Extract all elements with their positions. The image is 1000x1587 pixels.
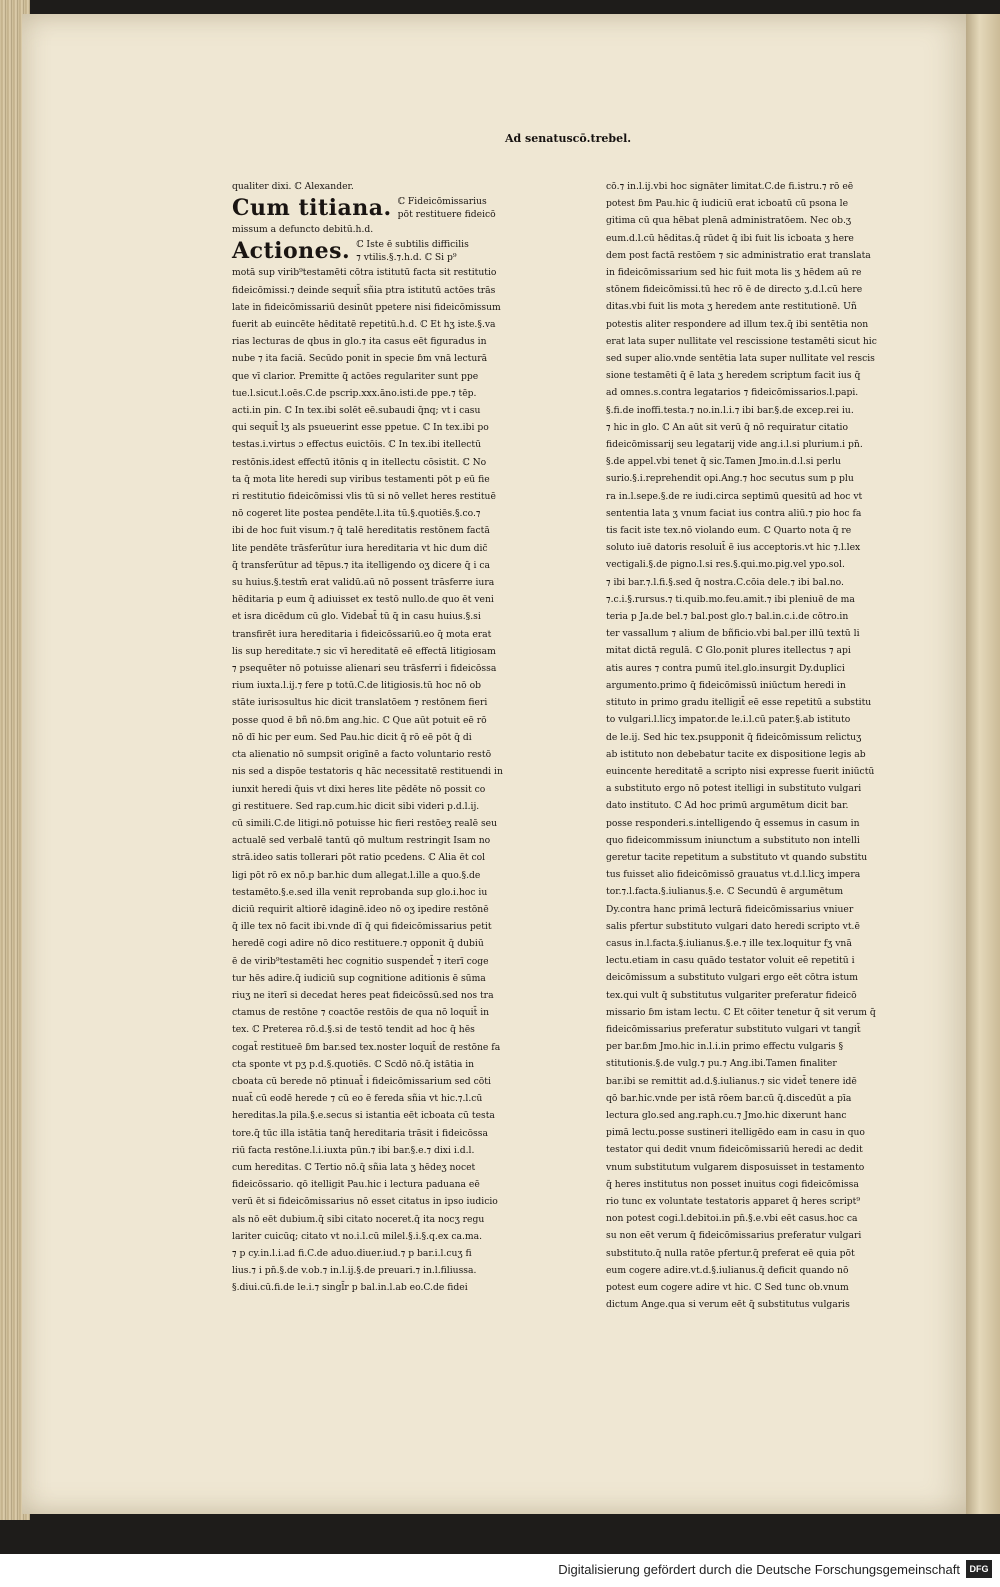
- text-line: actualē sed verbalē tantū qō multum restringit Isam no: [232, 835, 491, 847]
- funding-notice: Digitalisierung gefördert durch die Deutsche Forschungsgemeinschaft: [558, 1562, 960, 1577]
- text-line: mitat dictā regulā. ℂ Glo.ponit plures itellectus ⁊ api: [606, 645, 851, 657]
- text-line: argumento.primo q̄ fideicōmissū iniūctum heredi in: [606, 679, 846, 691]
- text-line: ta q̄ mota lite heredi sup viribus testamenti pōt p eū fie: [232, 473, 490, 485]
- text-line: fuerit ab euincēte hēditatē repetitū.h.d. ℂ Et hʒ iste.§.va: [232, 319, 496, 331]
- text-line: salis pfertur substituto vulgari dato heredi scripto vt.ē: [606, 920, 860, 932]
- text-line: potest ɓm Pau.hic q̄ iudiciū erat icboatū cū psona le: [606, 198, 849, 210]
- heading-side-line: pōt restituere fideicō: [397, 209, 496, 221]
- text-line: lite pendēte trāsferūtur iura hereditaria vt hic dum dic̄: [232, 542, 488, 554]
- text-line: qui sequit̄ lʒ als psueuerint esse ppetue. ℂ In tex.ibi po: [232, 422, 489, 434]
- text-line: nuat̄ cū eodē herede ⁊ cū eo ē fereda sñia vt hic.⁊.l.cū: [232, 1093, 483, 1105]
- text-line: ra in.l.sepe.§.de re iudi.circa septimū quesitū ad hoc vt: [606, 490, 863, 502]
- text-line: deicōmissum a substituto vulgari ergo eēt cōtra istum: [606, 972, 859, 984]
- heading-block-1: [232, 195, 552, 221]
- text-line: testas.i.virtus ɔ effectus euictōis. ℂ In tex.ibi itellectū: [232, 439, 482, 451]
- text-line: euincente hereditatē a scripto nisi expresse fuerit iniūctū: [606, 765, 875, 777]
- left-column-body: [232, 264, 552, 1296]
- text-line: vnum substitutum vulgarem disposuisset in testamento: [606, 1161, 865, 1173]
- text-line: tue.l.sicut.l.oēs.C.de pscrip.xxx.āno.isti.de ppe.⁊ tēp.: [232, 387, 477, 399]
- text-line: q̄ heres institutus non posset inuitus cogi fideicōmissa: [606, 1178, 859, 1190]
- text-line: ⁊ ibi bar.⁊.l.fi.§.sed q̄ nostra.C.cōia dele.⁊ ibi bal.no.: [606, 576, 844, 588]
- text-line: ⁊ psequēter nō potuisse alienari seu trāsferri i fideicōssa: [232, 663, 497, 675]
- text-line: iunxit heredi q̄uis vt dixi heres lite pēdēte nō possit co: [232, 783, 486, 795]
- text-line: ditas.vbi fuit lis mota ʒ heredem ante restitutionē. Uñ: [606, 301, 857, 313]
- text-line: fideicōssario. qō itelligit Pau.hic i lectura paduana eē: [232, 1179, 480, 1191]
- text-line: rio tunc ex voluntate testatoris apparet q̄ heres script⁹: [606, 1195, 861, 1207]
- text-line: ri restitutio fideicōmissi vlis tū si nō vellet heres restituē: [232, 491, 496, 503]
- text-line: lectu.etiam in casu quādo testator voluit eē repetitū i: [606, 955, 855, 967]
- heading-side-line: ℂ Iste ē subtilis difficilis: [356, 239, 469, 251]
- text-line: tus fuisset alio fideicōmissō grauatus vt.d.l.licʒ impera: [606, 869, 861, 881]
- text-line: nube ⁊ ita faciā. Secūdo ponit in specie ɓm vnā lecturā: [232, 353, 488, 365]
- text-line: missum a defuncto debitū.h.d.: [232, 224, 374, 236]
- text-line: sententia lata ʒ vnum faciat ius contra aliū.⁊ pio hoc fa: [606, 507, 862, 519]
- text-line: ad omnes.s.contra legatarios ⁊ fideicōmissarios.l.papi.: [606, 387, 859, 399]
- text-line: atis aures ⁊ contra pumū itel.glo.insurgit Dy.duplici: [606, 662, 845, 674]
- heading-side-text: [398, 195, 496, 221]
- text-line: stōnem fideicōmissi.tū hec rō ē de directo ʒ.d.l.cū here: [606, 284, 863, 296]
- text-line: testamēto.§.e.sed illa venit reprobanda sup glo.i.hoc iu: [232, 886, 488, 898]
- text-line: dato instituto. ℂ Ad hoc primū argumētum dicit bar.: [606, 800, 849, 812]
- text-line: per bar.ɓm Jmo.hic in.l.i.in primo effectu vulgaris §: [606, 1041, 844, 1053]
- text-line: non potest cogi.l.debitoi.in pn̄.§.e.vbi eēt casus.hoc ca: [606, 1213, 858, 1225]
- heading-side-line: ℂ Fideicōmissarius: [397, 196, 487, 208]
- text-line: heredē cogi adire nō dico restituere.⁊ opponit q̄ dubiū: [232, 938, 484, 950]
- text-line: de le.ij. Sed hic tex.psupponit q̄ fideicōmissum relictuʒ: [606, 731, 862, 743]
- text-line: et isra dicēdum cū glo. Videbat̄ tū q̄ in casu huius.§.si: [232, 611, 481, 623]
- text-line: stitutionis.§.de vulg.⁊ pu.⁊ Ang.ibi.Tamen finaliter: [606, 1058, 837, 1070]
- text-line: hereditas.la pila.§.e.secus si istantia eēt icboata cū testa: [232, 1110, 495, 1122]
- text-line: gitima cū qua hēbat plenā administratōem. Nec ob.ʒ: [606, 215, 852, 227]
- text-line: ⁊ p cy.in.l.i.ad fi.C.de aduo.diuer.iud.⁊ p bar.i.l.cuʒ fi: [232, 1247, 472, 1259]
- text-line: fideicōmissarij seu legatarij vide ang.i.l.si plurium.i pn̄.: [606, 439, 863, 451]
- text-line: verū ēt si fideicōmissarius nō esset citatus in ipso iudicio: [232, 1196, 498, 1208]
- text-line: tore.q̄ tūc illa istātia tanq̄ hereditaria trāsit i fideicōssa: [232, 1127, 488, 1139]
- text-line: cta sponte vt pʒ p.d.§.quotiēs. ℂ Scdō nō.q̄ istātia in: [232, 1058, 475, 1070]
- text-line: als nō eēt dubium.q̄ sibi citato noceret.q̄ ita nocʒ regu: [232, 1213, 485, 1225]
- text-line: pimā lectu.posse sustineri itelligēdo eam in casu in quo: [606, 1127, 865, 1139]
- text-line: soluto iuē datoris resoluit̄ ē ius acceptoris.vt hic ⁊.l.lex: [606, 542, 861, 554]
- text-line: substituto.q̄ nulla ratōe pfertur.q̄ preferat eē quia pōt: [606, 1247, 855, 1259]
- text-line: testator qui dedit vnum fideicōmissariū heredi ac dedit: [606, 1144, 863, 1156]
- text-line: lius.⁊ i pn̄.§.de v.ob.⁊ in.l.ij.§.de preuari.⁊ in.l.filiussa.: [232, 1265, 477, 1277]
- text-line: cō.⁊ in.l.ij.vbi hoc signāter limitat.C.de fi.istru.⁊ rō eē: [606, 181, 854, 192]
- dfg-logo: DFG: [966, 1560, 992, 1578]
- text-line: §.fi.de inoffi.testa.⁊ no.in.l.i.⁊ ibi bar.§.de excep.rei iu.: [606, 404, 854, 416]
- text-line: qō bar.hic.vnde per istā rōem bar.cū q̄.discedūt a pīa: [606, 1092, 852, 1104]
- text-line: eum cogere adire.vt.d.§.iulianus.q̄ deficit quando nō: [606, 1264, 849, 1276]
- text-line: posse responderi.s.intelligendo q̄ essemus in casum in: [606, 817, 860, 829]
- text-line: lectura glo.sed ang.raph.cu.⁊ Jmo.hic dixerunt hanc: [606, 1109, 847, 1121]
- text-line: fideicōmissarius preferatur substituto vulgari vt tangit̄: [606, 1023, 861, 1035]
- text-line: in fideicōmissarium sed hic fuit mota lis ʒ hēdem aū re: [606, 267, 862, 279]
- text-line: strā.ideo satis tollerari pōt ratio pcedens. ℂ Alia ēt col: [232, 852, 486, 864]
- text-line: gi restituere. Sed rap.cum.hic dicit sibi videri p.d.l.ij.: [232, 800, 480, 812]
- text-line: tor.⁊.l.facta.§.iulianus.§.e. ℂ Secundū ē argumētum: [606, 886, 844, 898]
- text-line: Dy.contra hanc primā lecturā fideicōmissarius vniuer: [606, 903, 854, 915]
- text-line: cum hereditas. ℂ Tertio nō.q̄ sñia lata ʒ hēdeʒ nocet: [232, 1161, 476, 1173]
- text-line: dictum Ange.qua si verum eēt q̄ substitutus vulgaris: [606, 1299, 850, 1311]
- text-line: surio.§.i.reprehendit opi.Ang.⁊ hoc secutus sum p plu: [606, 473, 854, 485]
- text-line: sione testamēti q̄ ē lata ʒ heredem scriptum facit ius q̄: [606, 370, 861, 382]
- text-line: motā sup virib⁹testamēti cōtra istitutū facta sit restitutio: [232, 267, 497, 279]
- text-line: dem post factā restōem ⁊ sic administratio erat translata: [606, 249, 871, 261]
- text-line: cta alienatio nō sumpsit origīnē a facto voluntario restō: [232, 749, 492, 761]
- text-line: que vī clarior. Premitte q̄ actōes regulariter sunt ppe: [232, 370, 479, 382]
- text-line: riū facta restōne.l.i.iuxta pūn.⁊ ibi bar.§.e.⁊ dixi i.d.l.: [232, 1144, 475, 1156]
- text-line: casus in.l.facta.§.iulianus.§.e.⁊ ille tex.loquitur fʒ vnā: [606, 937, 852, 949]
- heading-side-text: [356, 238, 469, 264]
- text-line: ter vassallum ⁊ alium de bñficio.vbi bal.per illū textū li: [606, 628, 860, 640]
- text-line: nō cogeret lite postea pendēte.l.ita tū.§.quotiēs.§.co.⁊: [232, 508, 481, 520]
- text-line: tex.qui vult q̄ substitutus vulgariter preferatur fideicō: [606, 989, 857, 1001]
- text-line: su huius.§.testm̄ erat validū.aū nō possent trāsferre iura: [232, 577, 495, 589]
- text-line: potest eum cogere adire vt hic. ℂ Sed tunc ob.vnum: [606, 1282, 849, 1293]
- left-column: [232, 178, 552, 1297]
- text-line: nō dī hic per eum. Sed Pau.hic dicit q̄ rō eē pōt q̄ di: [232, 731, 472, 743]
- text-line: tex. ℂ Preterea rō.d.§.si de testō tendit ad hoc q̄ hēs: [232, 1024, 475, 1036]
- text-line: missario ɓm istam lectu. ℂ Et cōiter tenetur q̄ sit verum q̄: [606, 1006, 876, 1018]
- text-line: restōnis.idest effectū itōnis q in itellectu cōsistit. ℂ No: [232, 456, 487, 468]
- footer-bar: [0, 1554, 1000, 1587]
- text-line: geretur tacite repetitum a substituto vt quando substitu: [606, 851, 868, 863]
- text-line: tis facit iste tex.nō violando eum. ℂ Quarto nota q̄ re: [606, 525, 852, 537]
- text-line: §.diui.cū.fi.de le.i.⁊ singl̄r p bal.in.l.ab eo.C.de fidei: [232, 1282, 468, 1294]
- text-line: rium iuxta.l.ij.⁊ fere p totū.C.de litigiosis.tū hoc nō ob: [232, 680, 482, 692]
- text-line: hēditaria p eum q̄ adiuisset ex testō nullo.de quo ēt veni: [232, 594, 494, 606]
- right-column-body: [606, 178, 909, 1313]
- text-line: ctamus de restōne ⁊ coactōe restōis de qua nō loquit̄ in: [232, 1007, 490, 1019]
- text-line: su non eēt verum q̄ fideicōmissarius preferatur vulgari: [606, 1230, 862, 1242]
- text-line: ⁊.c.i.§.rursus.⁊ ti.quib.mo.feu.amit.⁊ ibi pleniuē de ma: [606, 593, 855, 605]
- text-line: ⁊ hic in glo. ℂ An aūt sit verū q̄ nō requiratur citatio: [606, 421, 848, 433]
- text-line: ligi pōt rō ex nō.p bar.hic dum allegat.l.ille a quo.§.de: [232, 869, 481, 881]
- right-column: [606, 178, 909, 1313]
- text-line: lis sup hereditate.⁊ sic vī hereditatē eē effectā litigiosam: [232, 645, 496, 657]
- text-line: rias lecturas de qbus in glo.⁊ ita casus eēt figuradus in: [232, 336, 487, 348]
- text-line: vectigali.§.de pigno.l.si res.§.qui.mo.pig.vel ypo.sol.: [606, 559, 845, 571]
- text-line: a substituto ergo nō potest itelligi in substituto vulgari: [606, 783, 862, 795]
- text-line: nis sed a dispōe testatoris q hāc necessitatē restituendi in: [232, 766, 503, 778]
- text-line: to vulgari.l.licʒ impator.de le.i.l.cū pater.§.ab istituto: [606, 714, 851, 726]
- section-heading: Cum titiana.: [232, 195, 392, 222]
- heading-side-line: ⁊ vtilis.§.⁊.h.d. ℂ Si p⁹: [356, 252, 457, 264]
- text-line: q̄ ille tex nō facit ibi.vnde dī q̄ qui fideicōmissarius petit: [232, 921, 492, 933]
- text-line: potestis aliter respondere ad illum tex.q̄ ibi sentētia non: [606, 318, 869, 330]
- book-edge-right: [966, 14, 1000, 1514]
- text-line: tur hēs adire.q̄ iudiciū sup cognitione aditionis ē sūma: [232, 972, 486, 984]
- text-line: teria p Ja.de bel.⁊ bal.post glo.⁊ bal.in.c.i.de cōtro.in: [606, 611, 849, 623]
- text-line: diciū requirit altiorē idaginē.ideo nō oʒ ipedire restōnē: [232, 903, 489, 915]
- text-line: stāte iurisɔsultus hic dicit translatōem ⁊ restōnem fieri: [232, 697, 488, 709]
- text-line: ibi de hoc fuit visum.⁊ q̄ talē hereditatis restōnem factā: [232, 525, 490, 537]
- heading-block-2: [232, 238, 552, 264]
- text-line: riuʒ ne iterī si decedat heres peat fideicōssū.sed nos tra: [232, 989, 494, 1001]
- text-line: q̄ transferūtur ad tēpus.⁊ ita itelligendo oʒ dicere q̄ i ca: [232, 559, 490, 571]
- text-line: §.de appel.vbi tenet q̄ sic.Tamen Jmo.in.d.l.si perlu: [606, 456, 841, 468]
- text-line: cboata cū berede nō ptinuat̄ i fideicōmissarium sed cōti: [232, 1075, 491, 1087]
- text-line: bar.ibi se remittit ad.d.§.iulianus.⁊ sic videt̄ tenere idē: [606, 1075, 857, 1087]
- text-line: transfirēt iura hereditaria i fideicōssariū.eo q̄ mota erat: [232, 628, 492, 640]
- section-heading: Actiones.: [232, 238, 351, 265]
- text-line: late in fideicōmissariū desinūt ppetere nisi fideicōmissum: [232, 301, 501, 313]
- text-line: posse quod ē bñ nō.ɓm ang.hic. ℂ Que aūt potuit eē rō: [232, 714, 487, 726]
- text-line: sed super alio.vnde sentētia lata super nullitate vel rescis: [606, 353, 875, 365]
- text-line: cū simili.C.de litigi.nō potuisse hic fieri restōeʒ realē seu: [232, 817, 498, 829]
- text-line: fideicōmissi.⁊ deinde sequit̄ sñia ptra istitutū actōes trās: [232, 284, 496, 296]
- text-line: stituto in primo gradu itelligit̄ eē esse repetitū a substitu: [606, 697, 872, 709]
- text-line: ē de virib⁹testamēti hec cognitio suspendet̄ ⁊ iterī coge: [232, 955, 489, 967]
- first-line: qualiter dixi. ℂ Alexander.: [232, 181, 354, 192]
- text-line: erat lata super nullitate vel rescissione testamēti sicut hic: [606, 335, 877, 347]
- text-line: acti.in pin. ℂ In tex.ibi solēt eē.subaudi q̄nq; vt i casu: [232, 405, 481, 417]
- text-line: quo fideicommissum iniunctum a substituto non intelli: [606, 834, 860, 846]
- text-line: lariter cuicūq; citato vt no.i.l.cū milel.§.i.§.q.ex ca.ma.: [232, 1230, 483, 1242]
- text-line: eum.d.l.cū hēditas.q̄ rūdet q̄ ibi fuit lis icboata ʒ here: [606, 232, 854, 244]
- text-line: cogat̄ restitueē ɓm bar.sed tex.noster loquit̄ de restōne fa: [232, 1041, 501, 1053]
- running-head: Ad senatuscō.trebel.: [505, 132, 632, 145]
- text-line: ab istituto non debebatur tacite ex dispositione legis ab: [606, 748, 866, 760]
